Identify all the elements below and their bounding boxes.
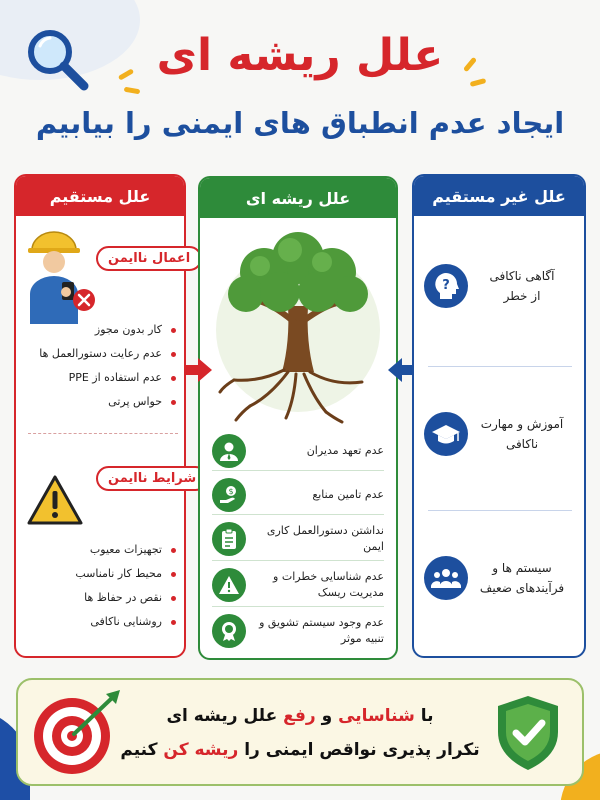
list-item: عدم رعایت دستورالعمل ها [39,342,176,366]
divider [428,510,572,511]
list-item: کار بدون مجوز [39,318,176,342]
banner-text: کنیم [120,740,158,760]
indirect-cause-line: آموزش و مهارت [480,417,564,431]
root-cause-text: عدم شناسایی خطرات و مدیریت ریسک [273,570,384,599]
spark-decoration [124,87,141,95]
graduation-cap-icon [424,412,468,456]
indirect-cause-line: از خطر [503,289,541,303]
banner-text: علل ریشه ای [166,706,278,726]
root-causes-heading: علل ریشه ای [200,178,396,218]
root-cause-item [212,428,384,474]
indirect-causes-heading: علل غیر مستقیم [414,176,584,216]
root-cause-item [212,472,384,518]
unsafe-conditions-list [75,538,176,634]
divider [212,560,384,561]
money-hand-icon [212,478,246,512]
root-cause-text: عدم تعهد مدیران [306,444,384,457]
divider [212,514,384,515]
root-cause-text: نداشتن دستورالعمل کاری ایمن [266,524,384,553]
list-item: حواس پرتی [39,390,176,414]
page-title: علل ریشه ای [156,30,444,81]
indirect-cause-item [424,404,576,464]
tree-roots-illustration [210,222,386,426]
list-item: نقص در حفاظ ها [75,586,176,610]
medal-icon [212,614,246,648]
divider [428,366,572,367]
indirect-cause-line: ناکافی [505,437,539,451]
indirect-cause-line: سیستم ها و [492,561,552,575]
list-item: عدم استفاده از PPE [39,366,176,390]
indirect-cause-item [424,548,576,608]
indirect-cause-text [468,414,576,454]
indirect-cause-item [424,256,576,316]
root-cause-text: عدم تامین منابع [312,488,384,501]
arrow-right-icon [186,356,212,384]
divider [212,606,384,607]
divider [28,433,178,434]
target-arrow-icon [28,688,124,778]
banner-highlight-identify: شناسایی [338,706,415,726]
banner-text: و [321,706,333,726]
divider [212,470,384,471]
banner-text: تکرار پذیری نواقص ایمنی را [244,740,480,760]
banner-line-1 [120,706,480,726]
banner-text: با [420,706,434,726]
svg-text:$: $ [228,487,234,496]
list-item: تجهیزات معیوب [75,538,176,562]
direct-causes-heading: علل مستقیم [16,176,184,216]
page-subtitle: ایجاد عدم انطباق های ایمنی را بیابیم [35,106,565,140]
clipboard-icon [212,522,246,556]
root-cause-text: عدم وجود سیستم تشویق و تنبیه موثر [259,616,384,645]
root-cause-item [212,562,384,608]
warning-triangle-icon [26,474,84,526]
shield-check-icon [494,694,562,772]
list-item: محیط کار نامناسب [75,562,176,586]
root-cause-item [212,608,384,654]
banner-highlight-eradicate: ریشه کن [163,740,239,760]
head-question-icon [424,264,468,308]
banner-line-2 [120,740,480,760]
arrow-left-icon [388,356,414,384]
banner-highlight-remove: رفع [283,706,316,726]
people-group-icon [424,556,468,600]
indirect-cause-line: آگاهی ناکافی [489,269,555,283]
unsafe-acts-label: اعمال ناایمن [96,246,202,271]
indirect-cause-text [468,558,576,598]
list-item: روشنایی ناکافی [75,610,176,634]
unsafe-conditions-label: شرایط ناایمن [96,466,208,491]
svg-text:?: ? [442,278,450,293]
indirect-cause-text [468,266,576,306]
manager-icon [212,434,246,468]
cross-mark-icon [72,288,96,312]
root-cause-item [212,516,384,562]
unsafe-acts-list [39,318,176,414]
indirect-cause-line: فرآیندهای ضعیف [479,581,565,595]
warning-icon [212,568,246,602]
